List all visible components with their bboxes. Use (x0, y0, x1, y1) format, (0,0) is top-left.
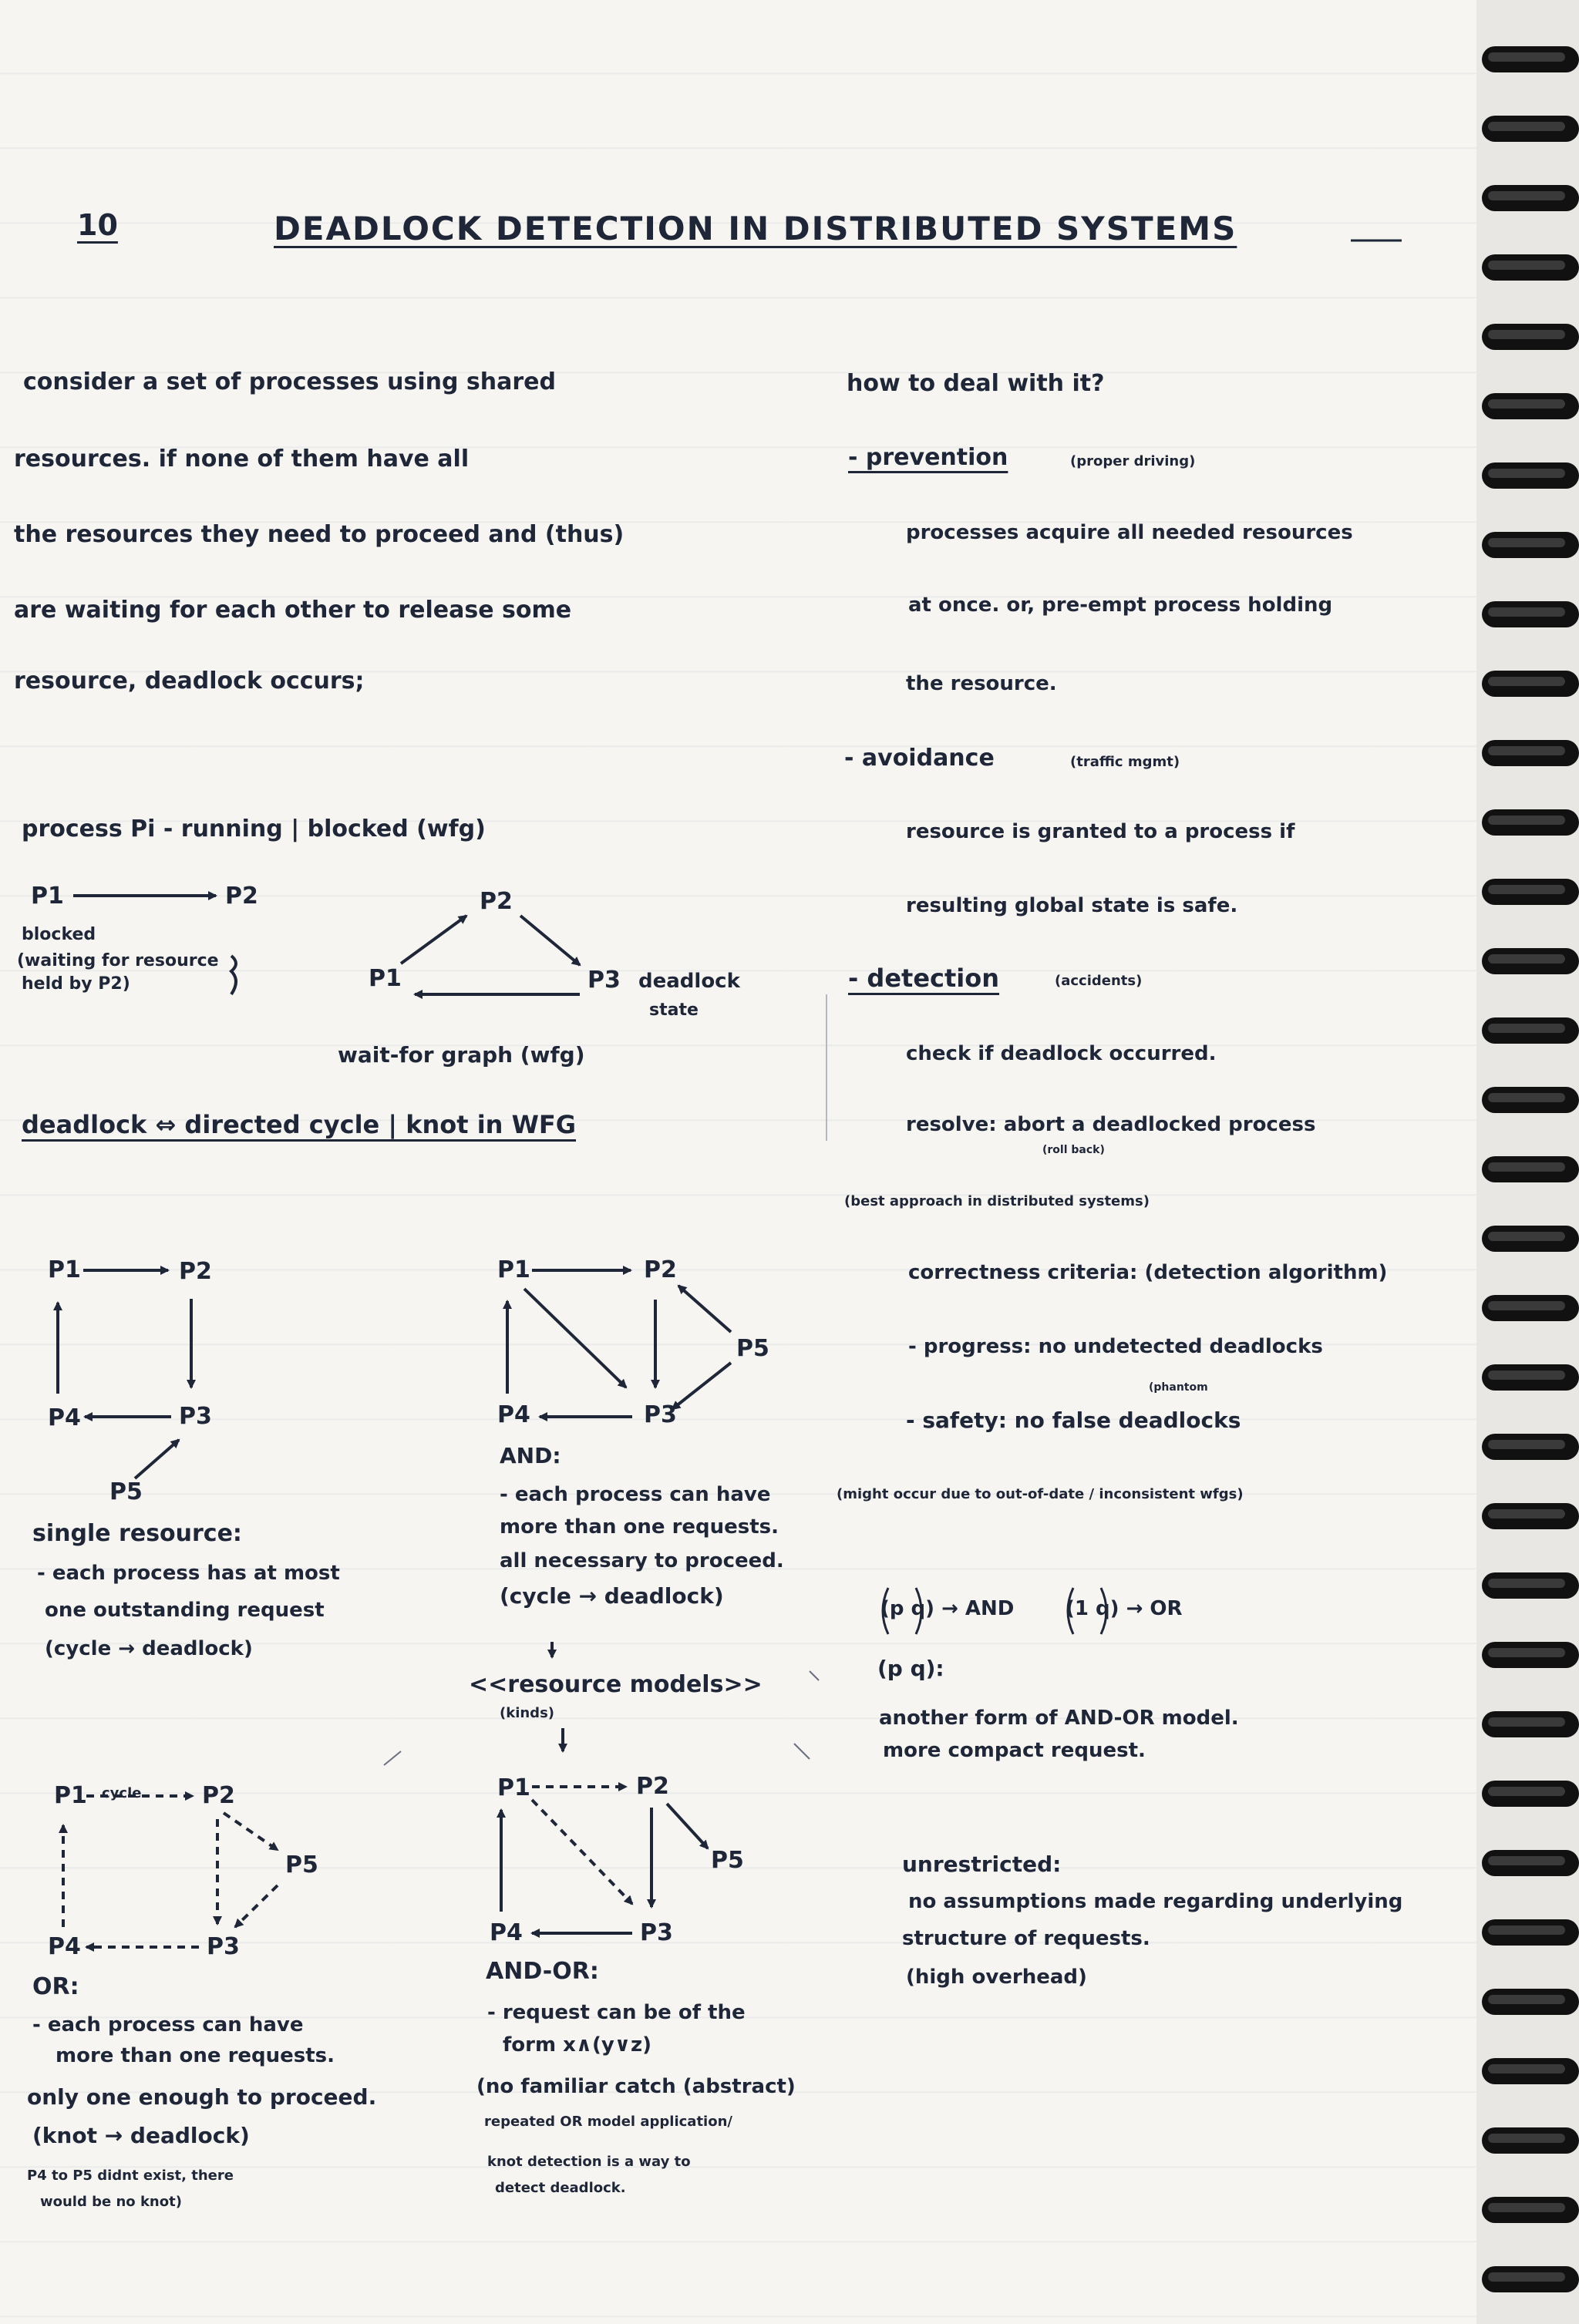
and-line-2: more than one requests. (500, 1515, 779, 1539)
or-line-6: would be no knot) (40, 2194, 182, 2210)
or-node-p4: P4 (48, 1933, 81, 1960)
single-node-p2: P2 (179, 1258, 212, 1285)
and-edge-5 (524, 1289, 626, 1387)
or-edge-label: cycle (102, 1785, 142, 1801)
edge-to-node: P2 (225, 883, 258, 910)
andor-line-3: (no familiar catch (abstract) (476, 2075, 796, 2098)
andor-node-p2: P2 (636, 1773, 669, 1800)
edge-from-node: P1 (31, 883, 64, 910)
and-line-4: (cycle → deadlock) (500, 1583, 724, 1609)
prevention-line-2: at once. or, pre-empt process holding (908, 594, 1333, 617)
andor-line-6: detect deadlock. (495, 2180, 626, 2196)
phantom-note: (might occur due to out-of-date / inconsistent wfgs) (837, 1486, 1244, 1502)
andor-edge-6 (532, 1800, 632, 1904)
page-number: 10 (77, 208, 118, 242)
andor-line-2: form x∧(y∨z) (503, 2033, 651, 2057)
intro-line-1: consider a set of processes using shared (23, 368, 556, 395)
waiting-note-2: held by P2) (22, 974, 130, 994)
paren-right-1 (916, 1588, 921, 1634)
andor-node-p4: P4 (490, 1919, 523, 1946)
avoidance-heading: - avoidance (844, 745, 995, 772)
avoidance-line-2: resulting global state is safe. (906, 894, 1238, 917)
process-states: process Pi - running | blocked (wfg) (22, 816, 486, 842)
avoidance-line-1: resource is granted to a process if (906, 820, 1295, 843)
or-edge-4 (235, 1885, 278, 1927)
intro-line-5: resource, deadlock occurs; (14, 668, 365, 695)
brace-icon (231, 956, 236, 994)
single-node-p4: P4 (48, 1404, 81, 1431)
single-line-2: one outstanding request (45, 1599, 325, 1622)
detection-line-1: check if deadlock occurred. (906, 1042, 1217, 1065)
andor-edge-3 (667, 1804, 708, 1848)
pq-heading: (p q): (877, 1656, 944, 1681)
and-line-3: all necessary to proceed. (500, 1549, 784, 1572)
pq-line-2: more compact request. (883, 1739, 1146, 1762)
and-heading: AND: (500, 1443, 561, 1468)
andor-line-5: knot detection is a way to (487, 2154, 691, 2170)
deadlock-definition: deadlock ⇔ directed cycle | knot in WFG (22, 1110, 577, 1139)
andor-node-p1: P1 (497, 1774, 530, 1801)
detection-line-2: resolve: abort a deadlocked process (906, 1113, 1316, 1136)
andor-node-p3: P3 (640, 1919, 673, 1946)
unrestricted-line-3: (high overhead) (906, 1966, 1087, 1989)
phantom-small: (phantom (1149, 1381, 1208, 1394)
or-line-3: only one enough to proceed. (27, 2084, 377, 2110)
unrestricted-line-2: structure of requests. (902, 1927, 1150, 1950)
wfg-node-p3: P3 (587, 967, 621, 994)
wfg-node-p2: P2 (480, 888, 513, 915)
progress-criterion: - progress: no undetected deadlocks (908, 1335, 1323, 1358)
or-line-2: more than one requests. (56, 2044, 335, 2067)
best-approach-note: (best approach in distributed systems) (844, 1193, 1150, 1209)
and-node-p2: P2 (644, 1256, 677, 1283)
faint-arrow-1 (810, 1671, 819, 1680)
and-node-p4: P4 (497, 1401, 530, 1428)
or-node-p1: P1 (54, 1782, 87, 1809)
or-heading: OR: (32, 1973, 79, 2000)
single-node-p1: P1 (48, 1256, 81, 1283)
andor-line-4: repeated OR model application/ (484, 2114, 732, 2130)
wfg-caption: wait-for graph (wfg) (338, 1042, 585, 1068)
wfg-edge-2 (520, 916, 580, 965)
pq-line-1: another form of AND-OR model. (879, 1707, 1239, 1730)
faint-arrow-3 (384, 1751, 401, 1765)
single-line-1: - each process has at most (37, 1562, 340, 1585)
and-line-1: - each process can have (500, 1483, 771, 1506)
and-edge-6 (678, 1286, 731, 1332)
single-heading: single resource: (32, 1520, 242, 1547)
blocked-note: blocked (22, 925, 96, 944)
andor-node-p5: P5 (711, 1847, 744, 1874)
and-edge-7 (672, 1363, 731, 1409)
resource-models-sub: (kinds) (500, 1705, 555, 1721)
intro-line-2: resources. if none of them have all (14, 446, 470, 473)
wfg-edge-1 (401, 916, 466, 964)
pq-or: (1 q) → OR (1066, 1597, 1183, 1620)
or-node-p5: P5 (285, 1851, 318, 1878)
or-node-p3: P3 (207, 1933, 240, 1960)
andor-line-1: - request can be of the (487, 2001, 746, 2024)
paren-left-2 (1068, 1588, 1073, 1634)
avoidance-note: (traffic mgmt) (1070, 754, 1180, 770)
wfg-node-p1: P1 (369, 965, 402, 992)
or-line-4: (knot → deadlock) (32, 2123, 250, 2148)
prevention-heading: - prevention (848, 444, 1008, 471)
or-edge-2 (224, 1813, 278, 1850)
single-node-p3: P3 (179, 1403, 212, 1430)
single-node-p5: P5 (109, 1478, 143, 1505)
pq-and: (p q) → AND (880, 1597, 1015, 1620)
or-line-5: P4 to P5 didnt exist, there (27, 2168, 234, 2184)
paren-right-2 (1101, 1588, 1106, 1634)
prevention-line-3: the resource. (906, 672, 1057, 695)
page-title: DEADLOCK DETECTION IN DISTRIBUTED SYSTEMS (274, 210, 1237, 247)
prevention-line-1: processes acquire all needed resources (906, 521, 1353, 544)
detection-note: (accidents) (1055, 973, 1143, 989)
unrestricted-line-1: no assumptions made regarding underlying (908, 1890, 1403, 1913)
deadlock-note-2: state (649, 1001, 699, 1020)
intro-line-4: are waiting for each other to release some (14, 597, 572, 624)
and-node-p3: P3 (644, 1401, 677, 1428)
right-question: how to deal with it? (847, 370, 1105, 397)
deadlock-note-1: deadlock (638, 970, 740, 993)
safety-criterion: - safety: no false deadlocks (906, 1408, 1241, 1433)
and-node-p1: P1 (497, 1256, 530, 1283)
and-node-p5: P5 (736, 1335, 769, 1362)
unrestricted-heading: unrestricted: (902, 1851, 1062, 1877)
detection-heading: - detection (848, 964, 1000, 993)
single-line-3: (cycle → deadlock) (45, 1637, 253, 1660)
intro-line-3: the resources they need to proceed and (thus) (14, 521, 625, 548)
prevention-note: (proper driving) (1070, 453, 1196, 469)
faint-arrow-2 (794, 1744, 810, 1759)
andor-heading: AND-OR: (486, 1958, 599, 1985)
correctness-criteria: correctness criteria: (detection algorithm) (908, 1261, 1388, 1284)
waiting-note-1: (waiting for resource (17, 951, 219, 970)
resource-models-label: <<resource models>> (469, 1671, 763, 1698)
single-edge-5 (135, 1440, 179, 1478)
detection-sub: (roll back) (1042, 1144, 1105, 1156)
or-node-p2: P2 (202, 1782, 235, 1809)
or-line-1: - each process can have (32, 2013, 304, 2036)
paren-left-1 (883, 1588, 888, 1634)
